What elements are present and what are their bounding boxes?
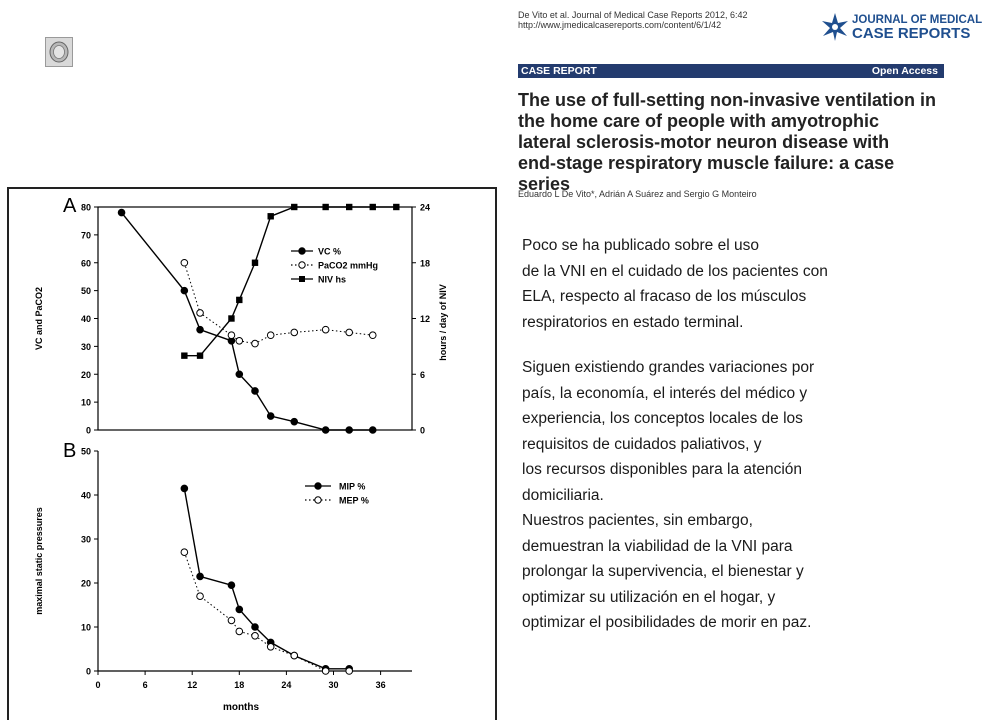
series-niv-point xyxy=(346,204,352,210)
panel-a-ytick-label: 40 xyxy=(80,314,91,324)
panel-b-ytick-label: 50 xyxy=(80,446,91,457)
summary-line: prolongar la supervivencia, el bienestar y xyxy=(522,563,804,580)
series-vc-point xyxy=(267,413,274,420)
series-vc-point xyxy=(369,427,376,434)
panel-b-ytick-label: 10 xyxy=(80,622,91,633)
paper-title-line: the home care of people with amyotrophic xyxy=(518,111,880,131)
panel-b-xtick-label: 18 xyxy=(234,680,245,690)
series-paco2-point xyxy=(369,332,376,339)
panel-b-xtick-label: 12 xyxy=(187,680,198,690)
panel-b-xtick-label: 0 xyxy=(95,680,101,690)
summary-paragraph-2 xyxy=(522,355,942,636)
figure-panel xyxy=(7,187,497,720)
series-mep-point xyxy=(236,628,243,635)
series-paco2-point xyxy=(267,332,274,339)
seal-icon xyxy=(46,38,72,66)
series-mep-point xyxy=(291,652,298,659)
summary-line: experiencia, los conceptos locales de los xyxy=(522,410,803,427)
journal-star-icon xyxy=(820,12,850,42)
series-mip-line xyxy=(184,488,349,668)
summary-line: Siguen existiendo grandes variaciones por xyxy=(522,359,815,376)
summary-line: los recursos disponibles para la atención xyxy=(522,461,803,478)
panel-a-ytick-label: 70 xyxy=(80,230,91,241)
series-mep-point xyxy=(322,668,329,675)
series-mip-point xyxy=(197,573,204,580)
series-mip-point xyxy=(228,582,235,589)
series-mip-point xyxy=(236,606,243,613)
figure-charts xyxy=(9,189,499,722)
series-mip-legend-marker xyxy=(315,483,321,489)
paper-title xyxy=(518,90,950,195)
panel-b-ylabel: maximal static pressures xyxy=(34,507,44,615)
panel-a-ytick-label: 80 xyxy=(80,202,91,213)
series-mep-line xyxy=(184,552,349,671)
summary-line: requisitos de cuidados paliativos, y xyxy=(522,435,762,453)
open-access-label: Open Access xyxy=(871,65,938,77)
series-mip-point xyxy=(252,624,259,631)
panel-a-ylabel: VC and PaCO2 xyxy=(34,286,44,351)
panel-a-ytick-label: 50 xyxy=(80,286,91,297)
series-vc-point xyxy=(322,427,329,434)
seal-image xyxy=(45,37,73,67)
series-vc-legend-marker xyxy=(299,248,305,254)
panel-a-y2tick-label: 0 xyxy=(420,425,426,436)
summary-line: demuestran la viabilidad de la VNI para xyxy=(522,537,793,555)
series-vc-line xyxy=(122,213,373,430)
series-vc-point xyxy=(236,371,243,378)
panel-a-plot-frame xyxy=(98,207,412,430)
series-niv-point xyxy=(393,204,399,210)
series-paco2-point xyxy=(252,340,259,347)
panel-a-ytick-label: 20 xyxy=(80,369,91,380)
summary-line: optimizar el posibilidades de morir en paz. xyxy=(522,614,812,631)
series-paco2-point xyxy=(181,259,188,266)
panel-b-xlabel: months xyxy=(222,702,260,713)
panel-b-ytick-label: 30 xyxy=(80,534,91,545)
summary-line: optimizar su utilización en el hogar, y xyxy=(522,588,776,606)
series-mep-legend-marker xyxy=(315,497,321,503)
series-mep-point xyxy=(267,644,274,651)
panel-a-y2label: hours / day of NIV xyxy=(438,284,448,361)
journal-name xyxy=(852,14,982,42)
panel-a-ytick-label: 60 xyxy=(80,258,91,269)
citation-url[interactable]: http://www.jmedicalcasereports.com/content/6/1/42 xyxy=(518,20,722,30)
series-vc-point xyxy=(291,418,298,425)
series-mep-point xyxy=(181,549,188,556)
series-vc-point xyxy=(181,287,188,294)
summary-line: de la VNI en el cuidado de los pacientes con xyxy=(522,262,828,280)
series-niv-legend-label: NIV hs xyxy=(318,274,347,285)
series-paco2-legend-label: PaCO2 mmHg xyxy=(318,260,379,271)
panel-a-y2tick-label: 24 xyxy=(420,202,431,213)
panel-b-xtick-label: 30 xyxy=(328,680,339,690)
series-vc-point xyxy=(197,326,204,333)
series-paco2-point xyxy=(346,329,353,336)
panel-b-ytick-label: 20 xyxy=(80,578,91,589)
series-mep-point xyxy=(346,668,353,675)
summary-line: país, la economía, el interés del médico y xyxy=(522,384,808,402)
panel-a-label: A xyxy=(63,195,77,217)
series-niv-point xyxy=(236,297,242,303)
journal-name-line1: JOURNAL OF MEDICAL xyxy=(852,14,982,26)
series-niv-point xyxy=(252,260,258,266)
panel-a-ytick-label: 0 xyxy=(85,425,91,436)
article-type-bar xyxy=(518,64,944,78)
panel-b-ytick-label: 0 xyxy=(85,666,91,677)
series-niv-point xyxy=(322,204,328,210)
paper-title-line: end-stage respiratory muscle failure: a case series xyxy=(518,153,895,194)
series-niv-line xyxy=(184,207,396,356)
panel-b-xtick-label: 6 xyxy=(142,680,148,690)
series-niv-point xyxy=(268,213,274,219)
series-paco2-legend-marker xyxy=(299,262,305,268)
series-mep-legend-label: MEP % xyxy=(339,495,369,506)
summary-line: Poco se ha publicado sobre el uso xyxy=(522,237,759,254)
panel-a-y2tick-label: 6 xyxy=(420,369,426,380)
series-niv-point xyxy=(291,204,297,210)
series-mip-point xyxy=(181,485,188,492)
panel-a-y2tick-label: 18 xyxy=(420,258,431,269)
panel-b-xtick-label: 24 xyxy=(281,680,292,690)
panel-b-ytick-label: 40 xyxy=(80,490,91,501)
panel-a-y2tick-label: 12 xyxy=(420,314,431,324)
article-type-label: CASE REPORT xyxy=(521,65,597,77)
series-mep-point xyxy=(228,617,235,624)
panel-b-xtick-label: 36 xyxy=(375,680,386,690)
summary-line: domiciliaria. xyxy=(522,486,604,504)
series-mep-point xyxy=(252,633,259,640)
summary-line: respiratorios en estado terminal. xyxy=(522,313,744,331)
series-mep-point xyxy=(197,593,204,600)
series-niv-point xyxy=(228,315,234,321)
panel-a-ytick-label: 30 xyxy=(80,341,91,352)
series-vc-legend-label: VC % xyxy=(318,246,342,257)
paper-citation xyxy=(518,10,747,30)
series-niv-legend-marker xyxy=(299,276,305,282)
summary-line: ELA, respecto al fracaso de los músculos xyxy=(522,288,807,305)
series-paco2-point xyxy=(236,338,243,345)
series-niv-point xyxy=(181,352,187,358)
citation-text: De Vito et al. Journal of Medical Case Reports 2012, 6:42 xyxy=(518,10,748,20)
paper-authors: Eduardo L De Vito*, Adrián A Suárez and Sergio G Monteiro xyxy=(518,189,757,199)
summary-paragraph-1 xyxy=(522,233,942,335)
paper-title-line: lateral sclerosis-motor neuron disease with xyxy=(518,132,890,152)
panel-b-label: B xyxy=(63,440,77,462)
series-vc-point xyxy=(252,388,259,395)
series-paco2-point xyxy=(197,310,204,317)
series-vc-point xyxy=(346,427,353,434)
series-paco2-point xyxy=(322,326,329,333)
series-paco2-point xyxy=(291,329,298,336)
series-niv-point xyxy=(370,204,376,210)
paper-title-line: The use of full-setting non-invasive ventilation in xyxy=(518,90,937,110)
series-niv-point xyxy=(197,352,203,358)
panel-a-ytick-label: 10 xyxy=(80,397,91,408)
series-paco2-point xyxy=(228,332,235,339)
series-vc-point xyxy=(118,209,125,216)
summary-line: Nuestros pacientes, sin embargo, xyxy=(522,512,753,529)
journal-name-line2: CASE REPORTS xyxy=(852,25,971,42)
series-mip-legend-label: MIP % xyxy=(339,481,366,492)
